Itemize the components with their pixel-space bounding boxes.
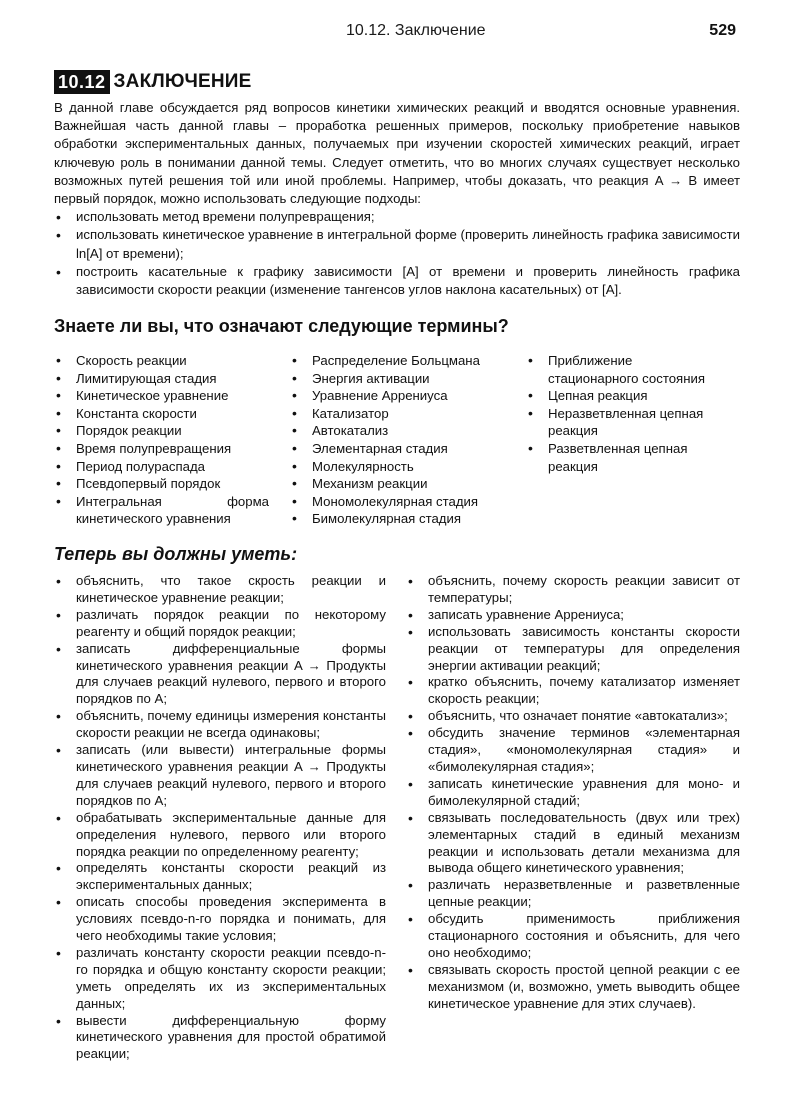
intro-paragraph: В данной главе обсуждается ряд вопросов кинетики химических реакций и вводятся основные уравнения. Важнейшая часть данной главы – проработка решенных примеров, поскольку приобретение навыков обработки экспериментальных данных, получаемых при изучении скоростей химических реакций, играет ключевую роль в понимании данной темы. Следует отметить, что во многих случаях существует несколько возможных путей решения той или иной проблемы. Например, чтобы доказать, что реакция A → B имеет первый порядок, можно использовать следующие подходы: — [54, 100, 740, 207]
skill-item: • обсудить значение терминов «элементарная стадия», «мономолекулярная стадия» и «бимолекулярная стадия»; — [406, 725, 740, 776]
page-number: 529 — [709, 22, 736, 39]
term-item: • Уравнение Аррениуса — [290, 387, 505, 405]
skill-item: • записать кинетические уравнения для моно- и бимолекулярной стадий; — [406, 776, 740, 810]
term-item: • Лимитирующая стадия — [54, 370, 269, 388]
list-item: • использовать кинетическое уравнение в интегральной форме (проверить линейность графика зависимости ln[A] от времени); — [54, 226, 740, 262]
skill-item: • определять константы скорости реакций из экспериментальных данных; — [54, 860, 386, 894]
skills-column-left — [54, 573, 386, 1063]
term-item: • Неразветвленная цепная реакция — [526, 405, 726, 440]
section-heading — [54, 70, 252, 94]
skill-item: • использовать зависимость константы скорости реакции от температуры для определения энергии активации реакций; — [406, 624, 740, 675]
skill-item: • объяснить, почему единицы измерения константы скорости реакции не всегда одинаковы; — [54, 708, 386, 742]
term-item: • Разветвленная цепная реакция — [526, 440, 726, 475]
list-item: • построить касательные к графику зависимости [A] от времени и проверить линейность графика зависимости скорости реакции (изменение тангенсов углов наклона касательных) от [A]. — [54, 263, 740, 299]
term-item: • Энергия активации — [290, 370, 505, 388]
skill-item: • записать уравнение Аррениуса; — [406, 607, 740, 624]
term-item: • Цепная реакция — [526, 387, 726, 405]
skill-item: • кратко объяснить, почему катализатор изменяет скорость реакции; — [406, 674, 740, 708]
skill-item: • обсудить применимость приближения стационарного состояния и объяснить, для чего оно необходимо; — [406, 911, 740, 962]
term-item: • Приближение стационарного состояния — [526, 352, 726, 387]
list-item: • использовать метод времени полупревращения; — [54, 208, 740, 226]
skill-item: • объяснить, что означает понятие «автокатализ»; — [406, 708, 740, 725]
term-item: • Автокатализ — [290, 422, 505, 440]
skill-item: • различать константу скорости реакции псевдо-n-го порядка и общую константу скорости реакции; уметь определять их из экспериментальных данных; — [54, 945, 386, 1013]
skill-item: • записать дифференциальные формы кинетического уравнения реакции A → Продукты для случаев реакций нулевого, первого и второго порядков по A; — [54, 641, 386, 709]
terms-column-1 — [54, 352, 269, 528]
skills-heading: Теперь вы должны уметь: — [54, 544, 298, 564]
skill-item: • различать неразветвленные и разветвленные цепные реакции; — [406, 877, 740, 911]
section-number-badge: 10.12 — [54, 70, 110, 94]
intro-block — [54, 99, 740, 299]
term-item: • Механизм реакции — [290, 475, 505, 493]
term-item: • Катализатор — [290, 405, 505, 423]
term-item: • Бимолекулярная стадия — [290, 510, 505, 528]
term-item: • Элементарная стадия — [290, 440, 505, 458]
term-item: • Распределение Больцмана — [290, 352, 505, 370]
running-title: 10.12. Заключение — [346, 22, 486, 39]
term-item: • Время полупревращения — [54, 440, 269, 458]
term-item: • Кинетическое уравнение — [54, 387, 269, 405]
term-item: • Интегральная форма кинетического уравнения — [54, 493, 269, 528]
term-item: • Константа скорости — [54, 405, 269, 423]
terms-column-3 — [526, 352, 726, 475]
skill-item: • связывать последовательность (двух или трех) элементарных стадий в единый механизм реакции и использовать детали механизма для вывода общего кинетического уравнения; — [406, 810, 740, 878]
term-item: • Молекулярность — [290, 458, 505, 476]
skill-item: • описать способы проведения эксперимента в условиях псевдо-n-го порядка и понимать, для чего необходимы такие условия; — [54, 894, 386, 945]
terms-heading: Знаете ли вы, что означают следующие термины? — [54, 316, 509, 336]
term-item: • Мономолекулярная стадия — [290, 493, 505, 511]
term-item: • Порядок реакции — [54, 422, 269, 440]
terms-column-2 — [290, 352, 505, 528]
term-item: • Псевдопервый порядок — [54, 475, 269, 493]
skill-item: • обрабатывать экспериментальные данные для определения нулевого, первого или второго порядка реакции по определенному реагенту; — [54, 810, 386, 861]
approaches-list — [54, 208, 740, 299]
skill-item: • объяснить, что такое скрость реакции и кинетическое уравнение реакции; — [54, 573, 386, 607]
skill-item: • вывести дифференциальную форму кинетического уравнения для простой обратимой реакции; — [54, 1013, 386, 1064]
section-title: ЗАКЛЮЧЕНИЕ — [113, 71, 252, 92]
term-item: • Скорость реакции — [54, 352, 269, 370]
skill-item: • записать (или вывести) интегральные формы кинетического уравнения реакции A → Продукты для случаев реакций нулевого, первого и второго порядков по A; — [54, 742, 386, 810]
running-header — [0, 22, 794, 44]
skills-column-right — [406, 573, 740, 1013]
skill-item: • объяснить, почему скорость реакции зависит от температуры; — [406, 573, 740, 607]
skill-item: • связывать скорость простой цепной реакции с ее механизмом (и, возможно, уметь выводить общее кинетическое уравнение для этих случаев). — [406, 962, 740, 1013]
term-item: • Период полураспада — [54, 458, 269, 476]
skill-item: • различать порядок реакции по некоторому реагенту и общий порядок реакции; — [54, 607, 386, 641]
